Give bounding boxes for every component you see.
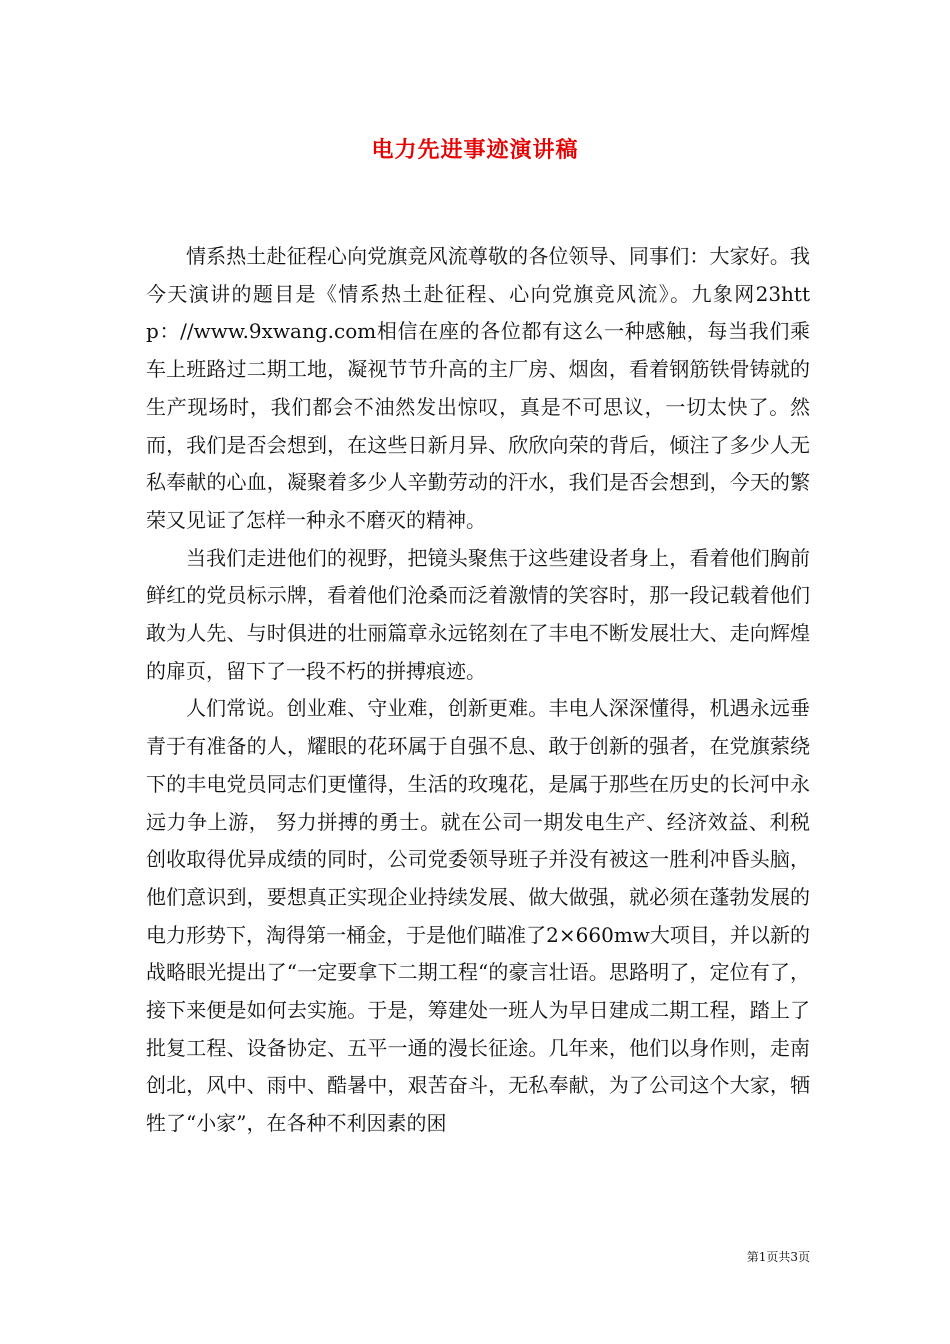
paragraph-1: 情系热土赴征程心向党旗竞风流尊敬的各位领导、同事们：大家好。我今天演讲的题目是《情系热土赴征程、心向党旗竞风流》。九象网23http：//www.9xwang.com相信在座的各位都有这么一种感触，每当我们乘车上班路过二期工地，凝视节节升高的主厂房、烟囱，看着钢筋铁骨铸就的生产现场时，我们都会不油然发出惊叹，真是不可思议，一切太快了。然而，我们是否会想到，在这些日新月异、欣欣向荣的背后，倾注了多少人无私奉献的心血，凝聚着多少人辛勤劳动的汗水，我们是否会想到，今天的繁荣又见证了怎样一种永不磨灭的精神。 (146, 244, 810, 532)
document-title: 电力先进事迹演讲稿 (371, 137, 579, 163)
paragraph-3: 人们常说。创业难、守业难，创新更难。丰电人深深懂得，机遇永远垂青于有准备的人，耀眼的花环属于自强不息、敢于创新的强者，在党旗萦绕下的丰电党员同志们更懂得，生活的玫瑰花，是属于那些在历史的长河中永远力争上游， 努力拼搏的勇士。就在公司一期发电生产、经济效益、利税创收取得优异成绩的同时，公司党委领导班子并没有被这一胜利冲昏头脑，他们意识到，要想真正实现企业持续发展、做大做强，就必须在蓬勃发展的电力形势下，淘得第一桶金，于是他们瞄准了2×660mw大项目，并以新的战略眼光提出了“一定要拿下二期工程“的豪言壮语。思路明了，定位有了，接下来便是如何去实施。于是，筹建处一班人为早日建成二期工程，踏上了批复工程、设备协定、五平一通的漫长征途。几年来，他们以身作则，走南创北，风中、雨中、酷暑中，艰苦奋斗，无私奉献，为了公司这个大家，牺牲了“小家”，在各种不利因素的困 (146, 696, 810, 1136)
page-number-footer: 第1页共3页 (746, 1250, 810, 1264)
document-body (146, 238, 810, 1143)
paragraph-2: 当我们走进他们的视野，把镜头聚焦于这些建设者身上，看着他们胸前鲜红的党员标示牌，看着他们沧桑而泛着激情的笑容时，那一段记载着他们敢为人先、与时俱进的壮丽篇章永远铭刻在了丰电不断发展壮大、走向辉煌的扉页，留下了一段不朽的拼搏痕迹。 (146, 545, 810, 683)
